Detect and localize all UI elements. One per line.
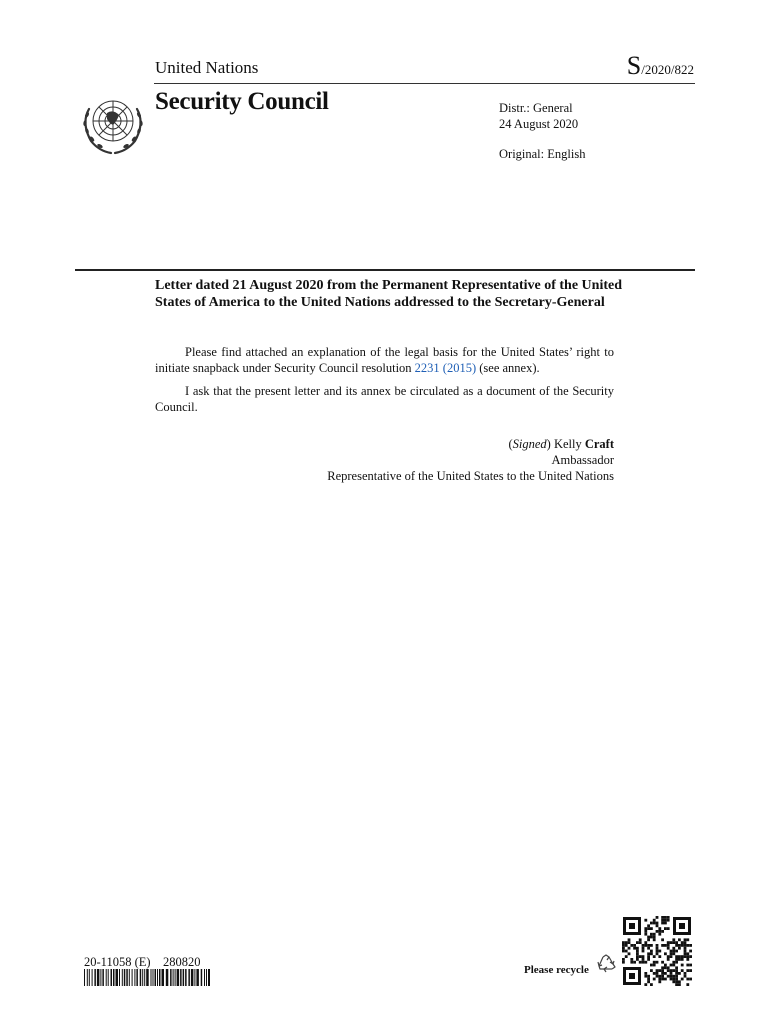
signatory-last-name: Craft bbox=[584, 437, 614, 451]
document-metadata bbox=[499, 101, 585, 163]
paragraph-2: I ask that the present letter and its annex be circulated as a document of the Security Council. bbox=[155, 384, 614, 414]
original-language: Original: English bbox=[499, 147, 586, 161]
qr-code-icon bbox=[622, 916, 692, 986]
signatory-title: Ambassador bbox=[551, 453, 614, 467]
header-rule bbox=[154, 83, 695, 84]
letter-body bbox=[155, 344, 614, 422]
un-emblem-icon bbox=[79, 91, 147, 155]
paragraph-1-text: Please find attached an explanation of the legal basis for the United States’ right to initiate snapback under Security Council resolution bbox=[155, 345, 614, 375]
barcode-icon bbox=[84, 969, 210, 986]
council-name: Security Council bbox=[155, 88, 329, 115]
document-symbol-prefix: S bbox=[626, 51, 642, 80]
signed-marker: Signed bbox=[512, 437, 547, 451]
signature-line: (Signed) Kelly Craft bbox=[508, 437, 614, 451]
title-rule bbox=[75, 269, 695, 271]
document-number: 20-11058 (E) 280820 bbox=[84, 955, 201, 969]
paragraph-1-end: (see annex). bbox=[476, 361, 540, 375]
organization-name: United Nations bbox=[155, 58, 259, 77]
letter-title: Letter dated 21 August 2020 from the Permanent Representative of the United States of America to the United Nations addressed to the Secretary-General bbox=[155, 278, 622, 310]
resolution-link[interactable]: 2231 (2015) bbox=[414, 361, 477, 375]
document-symbol-number: /2020/822 bbox=[641, 62, 694, 77]
issue-date: 24 August 2020 bbox=[499, 116, 579, 131]
recycle-icon bbox=[594, 953, 618, 977]
signatory-first-name: Kelly bbox=[553, 437, 582, 451]
paragraph-1 bbox=[155, 344, 614, 376]
document-symbol bbox=[627, 51, 694, 81]
signatory-role: Representative of the United States to the United Nations bbox=[327, 469, 614, 483]
recycle-label: Please recycle bbox=[524, 964, 589, 976]
signature-block bbox=[327, 436, 614, 484]
distribution-label: Distr.: General bbox=[499, 101, 573, 115]
